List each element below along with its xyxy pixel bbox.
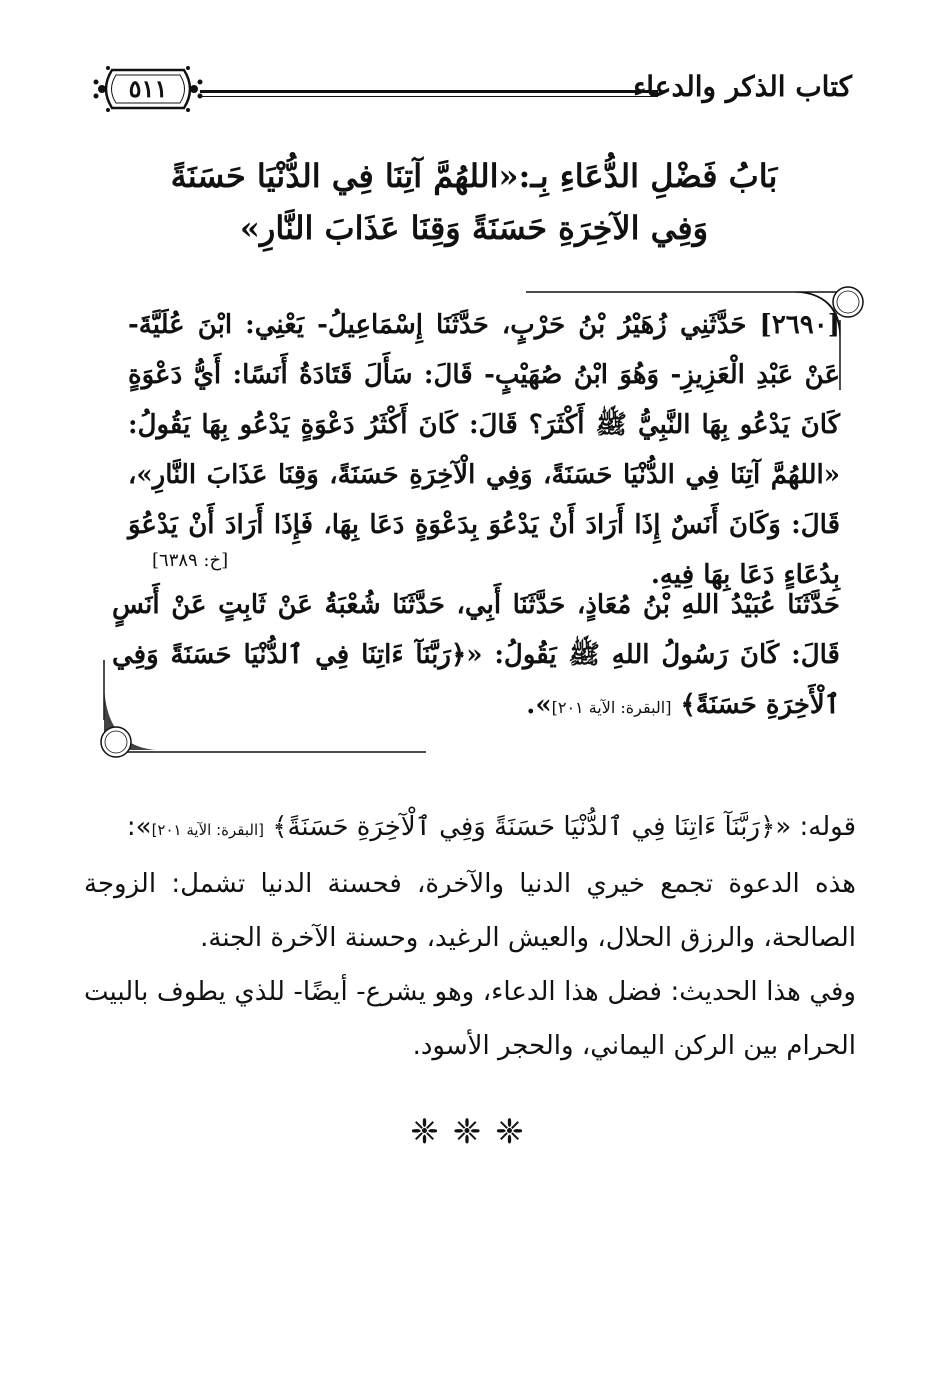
commentary-paragraph-1: هذه الدعوة تجمع خيري الدنيا والآخرة، فحسنة الدنيا تشمل: الزوجة الصالحة، والرزق الحلال، والعيش الرغيد، وحسنة الآخرة الجنة.: [84, 869, 856, 953]
book-title: كتاب الذكر والدعاء: [633, 70, 852, 103]
commentary-quote-reference: [البقرة: الآية ٢٠١]: [151, 821, 264, 839]
hadith-2: [112, 580, 840, 733]
section-end-ornament: ❈❈❈: [410, 1112, 538, 1152]
chapter-heading-line-2: وَفِي الآخِرَةِ حَسَنَةً وَقِنَا عَذَابَ النَّارِ»: [239, 209, 709, 247]
hadith-1-text: [٢٦٩٠] حَدَّثَنِي زُهَيْرُ بْنُ حَرْبٍ، حَدَّثَنَا إِسْمَاعِيلُ- يَعْنِي: ابْنَ عُلَيَّةَ- عَنْ عَبْدِ الْعَزِيزِ- وَهُوَ ابْنُ صُهَيْبٍ- قَالَ: سَأَلَ قَتَادَةُ أَنَسًا: أَيُّ دَعْوَةٍ كَانَ يَدْعُو بِهَا النَّبِيُّ ﷺ أَكْثَرَ؟ قَالَ: كَانَ أَكْثَرُ دَعْوَةٍ يَدْعُو بِهَا يَقُولُ: «اللهُمَّ آتِنَا فِي الدُّنْيَا حَسَنَةً، وَفِي الْآخِرَةِ حَسَنَةً، وَقِنَا عَذَابَ النَّارِ»، قَالَ: وَكَانَ أَنَسٌ إِذَا أَرَادَ أَنْ يَدْعُوَ بِدَعْوَةٍ دَعَا بِهَا، فَإِذَا أَرَادَ أَنْ يَدْعُوَ بِدُعَاءٍ دَعَا بِهَا فِيهِ.: [128, 310, 840, 590]
hadith-1-reference: [خ: ٦٣٨٩]: [152, 550, 229, 571]
commentary-intro-end: »:: [126, 812, 152, 842]
commentary-quote: ﴿رَبَّنَآ ءَاتِنَا فِي ٱلدُّنْيَا حَسَنَةً وَفِي ٱلْآخِرَةِ حَسَنَةً﴾: [272, 812, 776, 842]
hadith-2-reference: [البقرة: الآية ٢٠١]: [551, 698, 672, 717]
chapter-heading-line-1: بَابُ فَضْلِ الدُّعَاءِ بِـ:«اللهُمَّ آتِنَا فِي الدُّنْيَا حَسَنَةً: [170, 157, 778, 195]
commentary-paragraph-2: وفي هذا الحديث: فضل هذا الدعاء، وهو يشرع- أيضًا- للذي يطوف بالبيت الحرام بين الركن اليماني، والحجر الأسود.: [84, 977, 856, 1061]
header-rule: [200, 90, 658, 93]
hadith-1: [128, 300, 840, 600]
page-number: ٥١١: [128, 74, 168, 103]
hadith-2-closing: ».: [526, 690, 552, 720]
chapter-heading: [140, 150, 808, 254]
commentary-intro-line: [84, 800, 856, 857]
commentary: [84, 800, 856, 1073]
commentary-intro: قوله: «: [775, 812, 856, 842]
header-rule-thin: [200, 96, 658, 97]
hadith-2-text: حَدَّثَنَا عُبَيْدُ اللهِ بْنُ مُعَاذٍ، حَدَّثَنَا أَبِي، حَدَّثَنَا شُعْبَةُ عَنْ ثَابِتٍ عَنْ أَنَسٍ قَالَ: كَانَ رَسُولُ اللهِ ﷺ يَقُولُ: «﴿رَبَّنَآ ءَاتِنَا فِي ٱلدُّنْيَا حَسَنَةً وَفِي ٱلْأَخِرَةِ حَسَنَةً﴾: [112, 590, 840, 720]
